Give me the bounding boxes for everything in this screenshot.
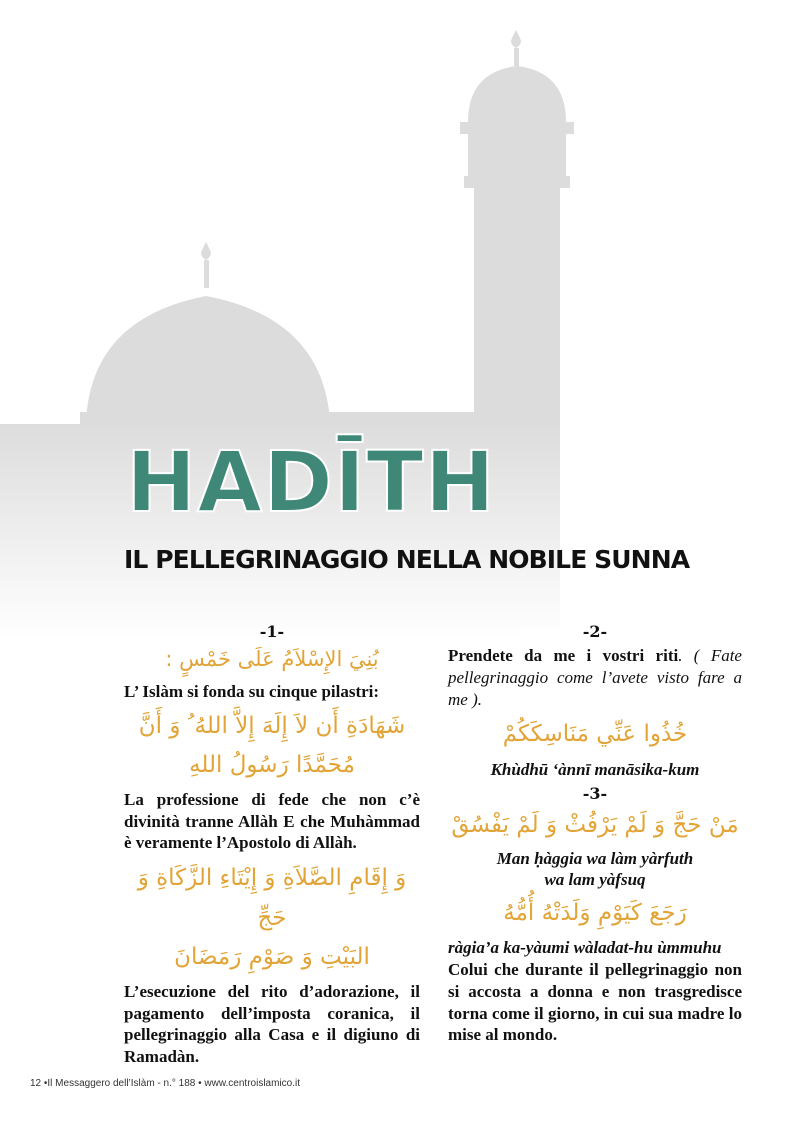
hadith-number: -2- <box>582 622 608 641</box>
italian-translation: Colui che durante il pellegrinaggio non si accosta a donna e non trasgredisce torna come il giorno, in cui sua madre lo mise al mondo. <box>448 960 742 1045</box>
arabic-text: مُحَمَّدًا رَسُولُ اللهِ <box>189 751 355 778</box>
italian-translation: L’esecuzione del rito d’adorazione, il pagamento dell’imposta coranica, il pellegrinaggio alla Casa e il digiuno di Ramadàn. <box>124 981 420 1067</box>
transliteration: Khùdhū ‘ànnī manāsika-kum <box>490 759 700 779</box>
arabic-text: شَهَادَةِ أَن لاَ إِلَهَ إِلاَّ اللهُ ُ وَ أَنَّ <box>138 713 406 740</box>
transliteration: Man ḥàggia wa làm yàrfuth <box>496 848 694 868</box>
transliteration: ràgia’a ka-yàumi wàladat-hu ùmmuhu <box>448 938 722 958</box>
page-subtitle: IL PELLEGRINAGGIO NELLA NOBILE SUNNA <box>124 545 690 574</box>
italian-translation <box>448 645 742 710</box>
arabic-text: رَجَعَ كَيَوْمِ وَلَدَتْهُ أُمُّهُ <box>503 900 687 926</box>
page-footer: 12 •Il Messaggero dell’Islàm - n.° 188 • www.centroislamico.it <box>30 1078 300 1089</box>
hadith-column-right <box>448 620 742 1050</box>
transliteration: wa lam yàfsuq <box>544 870 646 890</box>
italian-translation: L’ Islàm si fonda su cinque pilastri: <box>124 681 380 701</box>
italian-translation: La professione di fede che non c’è divinità tranne Allàh E che Muhàmmad è veramente l’Apostolo di Allàh. <box>124 789 420 853</box>
translation-bold: Prendete da me i vostri riti <box>448 646 679 665</box>
arabic-text: خُذُوا عَنِّي مَنَاسِكَكُمْ <box>502 721 688 748</box>
translation-italic: . ( Fate pellegrinaggio come l’avete visto fare a me ). <box>448 646 742 709</box>
hadith-number: -3- <box>582 784 608 804</box>
hadith-column-left <box>124 620 420 1072</box>
arabic-text: بُنِيَ الإِسْلاَمُ عَلَى خَمْسٍ : <box>165 647 379 671</box>
arabic-text: وَ إِقَامِ الصَّلاَةِ وَ إِيْتَاءِ الزَّكَاةِ وَ حَجِّ <box>137 865 407 932</box>
page-title: HADĪTH <box>126 433 496 531</box>
arabic-text: البَيْتِ وَ صَوْمِ رَمَضَانَ <box>174 943 370 970</box>
arabic-text: مَنْ حَجَّ وَ لَمْ يَرْفُثْ وَ لَمْ يَفْسُقْ <box>451 812 739 839</box>
hadith-number: -1- <box>259 622 285 641</box>
